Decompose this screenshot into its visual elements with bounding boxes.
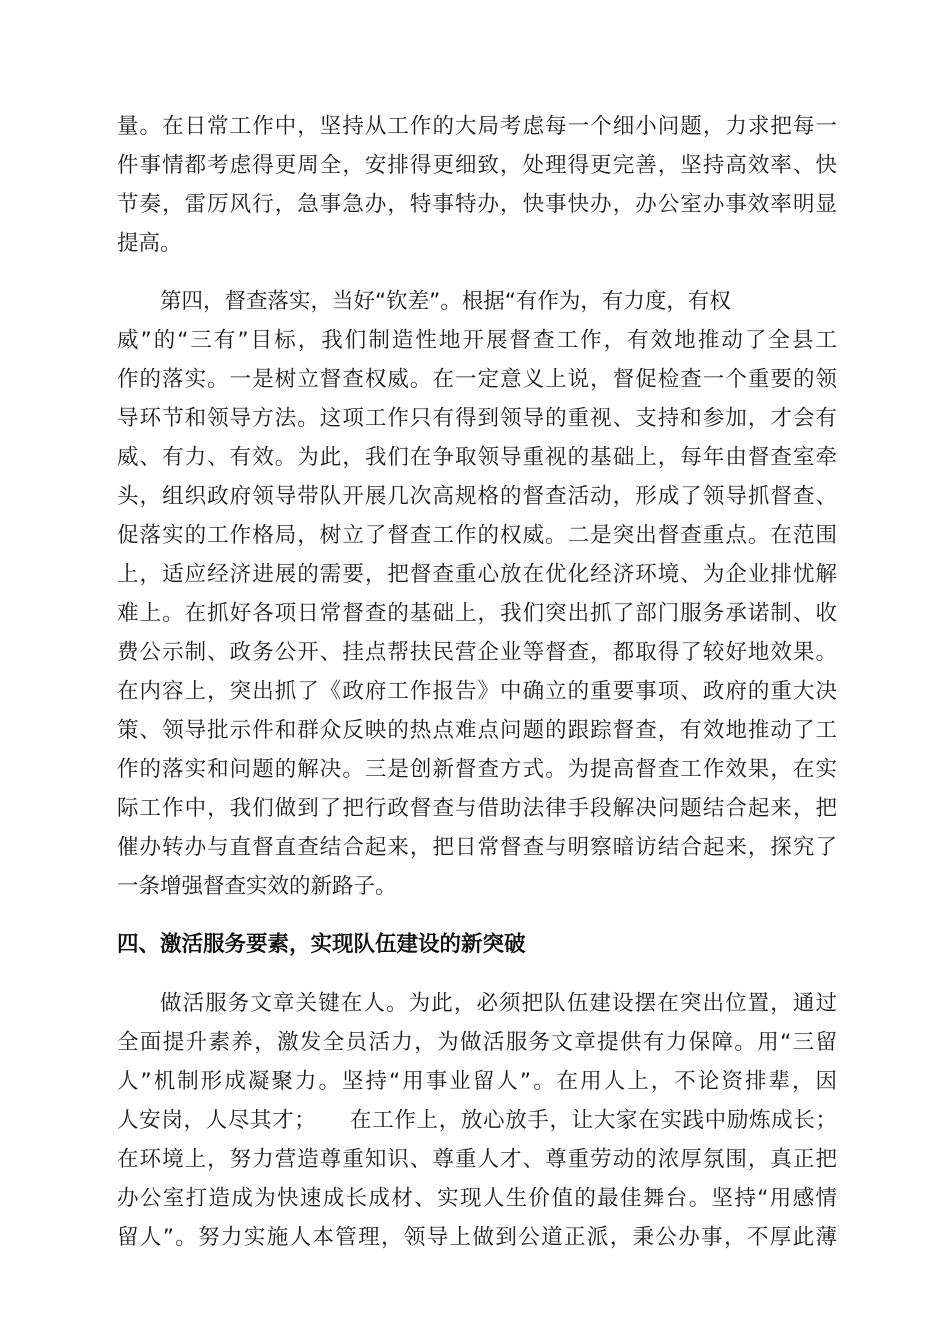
- para2-line-6: 头，组织政府领导带队开展几次高规格的督查活动，形成了领导抓督查、: [117, 484, 837, 509]
- para1-line-2: 件事情都考虑得更周全，安排得更细致，处理得更完善，坚持高效率、快: [117, 153, 837, 178]
- para2-line-5: 威、有力、有效。为此，我们在争取领导重视的基础上，每年由督查室牵: [117, 445, 837, 470]
- para1-line-4: 提高。: [117, 231, 182, 256]
- para3-line-3: 人”机制形成凝聚力。坚持“用事业留人”。在用人上，不论资排辈，因: [117, 1069, 837, 1094]
- para2-line-11: 在内容上，突出抓了《政府工作报告》中确立的重要事项、政府的重大决: [117, 679, 837, 704]
- para2-line-4: 导环节和领导方法。这项工作只有得到领导的重视、支持和参加，才会有: [117, 406, 837, 431]
- para3-line-6: 办公室打造成为快速成长成材、实现人生价值的最佳舞台。坚持“用感情: [117, 1186, 837, 1211]
- para2-line-15: 催办转办与直督直查结合起来，把日常督查与明察暗访结合起来，探究了: [117, 835, 837, 860]
- para2-line-10: 费公示制、政务公开、挂点帮扶民营企业等督查，都取得了较好地效果。: [117, 640, 837, 665]
- para2-line-7: 促落实的工作格局，树立了督查工作的权威。二是突出督查重点。在范围: [117, 523, 837, 548]
- para2-line-8: 上，适应经济进展的需要，把督查重心放在优化经济环境、为企业排忧解: [117, 562, 837, 587]
- para3-line-1: 做活服务文章关键在人。为此，必须把队伍建设摆在突出位置，通过: [160, 991, 837, 1016]
- para3-line-7: 留人”。努力实施人本管理，领导上做到公道正派，秉公办事，不厚此薄: [117, 1225, 837, 1250]
- para1-line-1: 量。在日常工作中，坚持从工作的大局考虑每一个细小问题，力求把每一: [117, 114, 837, 139]
- para2-line-12: 策、领导批示件和群众反映的热点难点问题的跟踪督查，有效地推动了工: [117, 718, 837, 743]
- para2-line-3: 作的落实。一是树立督查权威。在一定意义上说，督促检查一个重要的领: [117, 367, 837, 392]
- para3-line-5: 在环境上，努力营造尊重知识、尊重人才、尊重劳动的浓厚氛围，真正把: [117, 1147, 837, 1172]
- para2-line-16: 一条增强督查实效的新路子。: [117, 874, 397, 899]
- para2-line-9: 难上。在抓好各项日常督查的基础上，我们突出抓了部门服务承诺制、收: [117, 601, 837, 626]
- para1-line-3: 节奏，雷厉风行，急事急办，特事特办，快事快办，办公室办事效率明显: [117, 192, 837, 217]
- para3-line-2: 全面提升素养，激发全员活力，为做活服务文章提供有力保障。用“三留: [117, 1030, 837, 1055]
- para2-line-2: 威”的“三有”目标，我们制造性地开展督查工作，有效地推动了全县工: [117, 328, 837, 353]
- para2-line-13: 作的落实和问题的解决。三是创新督查方式。为提高督查工作效果，在实: [117, 757, 837, 782]
- section-heading: 四、激活服务要素，实现队伍建设的新突破: [117, 932, 526, 957]
- para3-line-4: 人安岗，人尽其才； 在工作上，放心放手，让大家在实践中励炼成长；: [117, 1108, 837, 1133]
- para2-line-1: 第四，督查落实，当好“钦差”。根据“有作为，有力度，有权: [160, 289, 731, 314]
- para2-line-14: 际工作中，我们做到了把行政督查与借助法律手段解决问题结合起来，把: [117, 796, 837, 821]
